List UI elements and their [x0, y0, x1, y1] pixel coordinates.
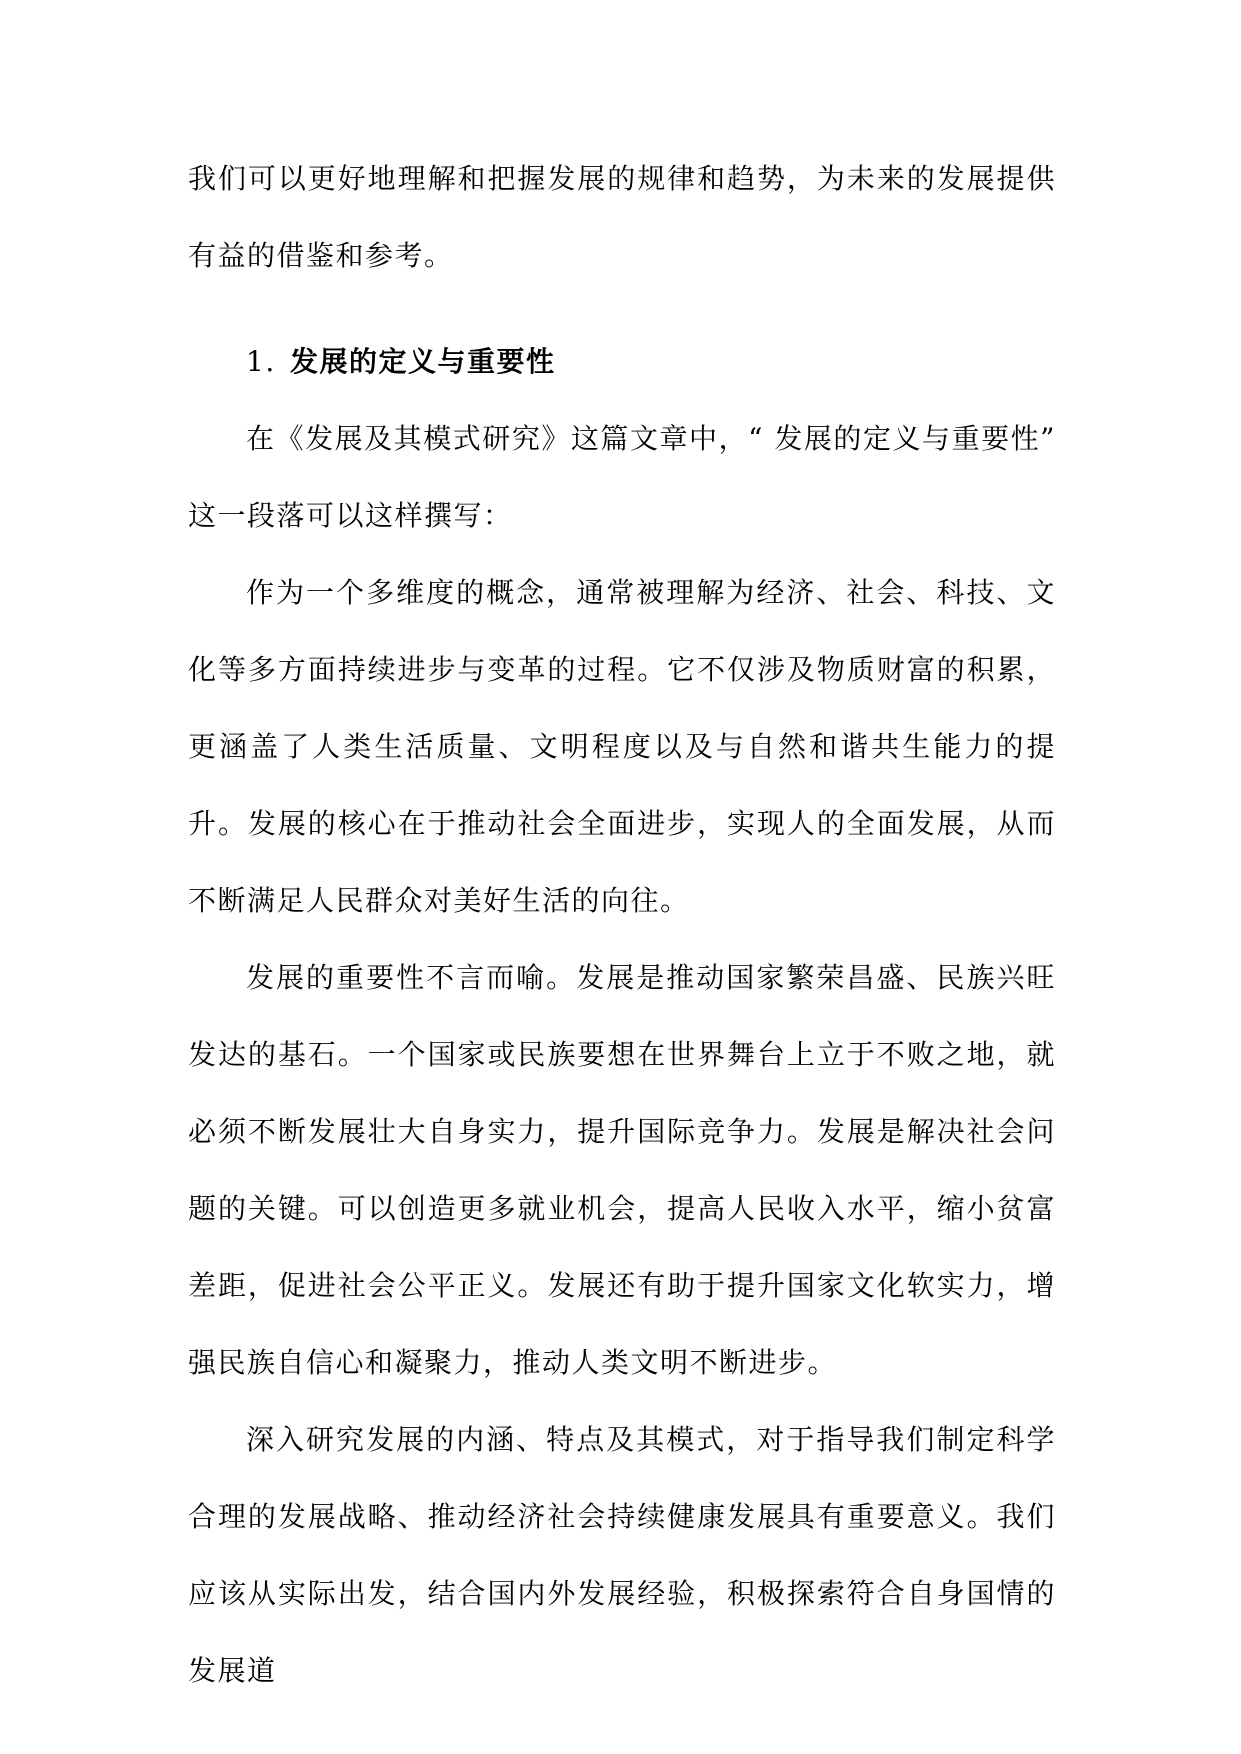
section-heading: [188, 323, 1056, 400]
section-number: 1.: [246, 345, 276, 378]
paragraph-definition: 作为一个多维度的概念，通常被理解为经济、社会、科技、文化等多方面持续进步与变革的过程。它不仅涉及物质财富的积累，更涵盖了人类生活质量、文明程度以及与自然和谐共生能力的提升。发展的核心在于推动社会全面进步，实现人的全面发展，从而不断满足人民群众对美好生活的向往。: [188, 576, 1056, 917]
intro-paragraph: 我们可以更好地理解和把握发展的规律和趋势，为未来的发展提供有益的借鉴和参考。: [188, 162, 1056, 272]
paragraph-article-intro: 在《发展及其模式研究》这篇文章中，“ 发展的定义与重要性” 这一段落可以这样撰写：: [188, 422, 1056, 532]
document-body: [188, 140, 1056, 1709]
section-title: 发展的定义与重要性: [290, 345, 556, 378]
paragraph-research-significance: 深入研究发展的内涵、特点及其模式，对于指导我们制定科学合理的发展战略、推动经济社会持续健康发展具有重要意义。我们应该从实际出发，结合国内外发展经验，积极探索符合自身国情的发展道: [188, 1423, 1056, 1687]
paragraph-importance: 发展的重要性不言而喻。发展是推动国家繁荣昌盛、民族兴旺发达的基石。一个国家或民族要想在世界舞台上立于不败之地，就必须不断发展壮大自身实力，提升国际竞争力。发展是解决社会问题的关键。可以创造更多就业机会，提高人民收入水平，缩小贫富差距，促进社会公平正义。发展还有助于提升国家文化软实力，增强民族自信心和凝聚力，推动人类文明不断进步。: [188, 961, 1056, 1379]
